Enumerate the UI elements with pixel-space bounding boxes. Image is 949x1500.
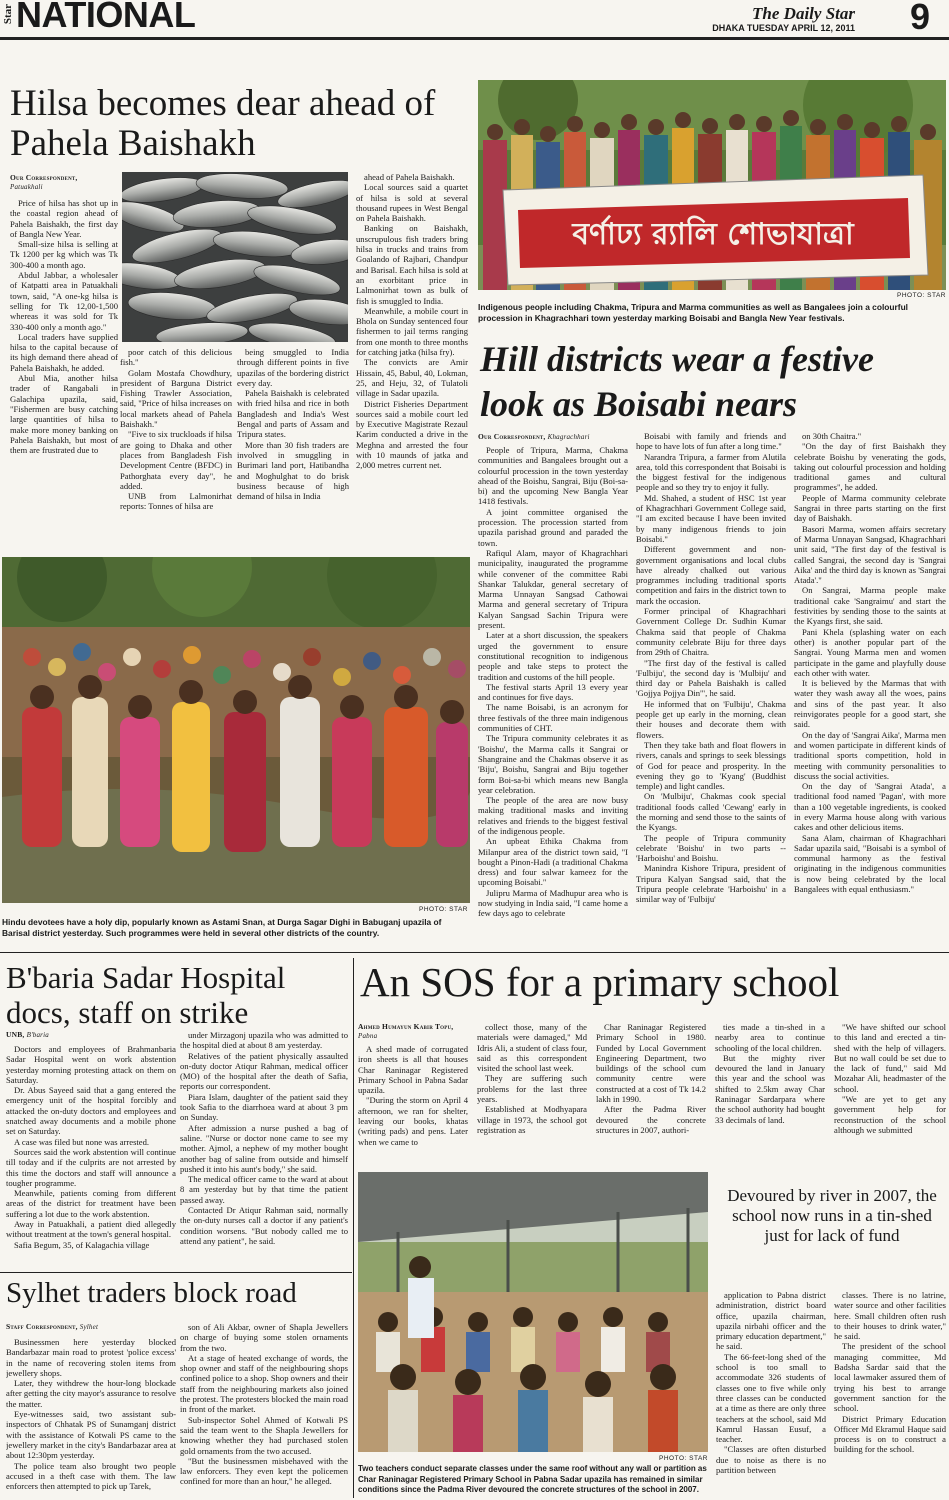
devotee-figures xyxy=(22,697,468,852)
paragraph: Banking on Baishakh, unscrupulous fish traders bring hilsa in trucks and trains from Goalando of Rajbari, Chandpur and Barisal. Each hilsa is sold at an exorbitant price in Lalmonirhat town as bulk of fish is smuggled to India. xyxy=(356,223,468,306)
paragraph: Julipru Marma of Madhupur area who is now studying in India said, "I came home a few days ago to celebrate xyxy=(478,887,628,919)
paragraph: On Sangrai, Marma people make traditional cake 'Sangraimu' and start the festivities by sending those to the saints at the Kyangs first, she said. xyxy=(794,585,946,627)
paragraph: The president of the school managing committee, Md Badsha Sardar said that the local lawmaker assured them of trying his best to arrange government sanction for the school. xyxy=(834,1341,946,1414)
teacher-figure xyxy=(408,1256,434,1338)
paragraph: Established at Modhyapara village in 1973, the school got registration as xyxy=(477,1104,587,1135)
rally-banner xyxy=(503,175,928,285)
hospital-column-2 xyxy=(180,1030,348,1264)
sylhet-byline-name: Staff Correspondent, xyxy=(6,1322,78,1331)
paragraph: Abdul Jabbar, a wholesaler of Katpatti area in Patuakhali town, said, "A one-kg hilsa is selling for Tk 12,00-1,500 whereas it was sold for Tk 330-400 only a month ago." xyxy=(10,270,118,332)
paragraph: UNB from Lalmonirhat reports: Tonnes of hilsa are xyxy=(120,491,232,512)
school-classroom-photo xyxy=(358,1172,708,1452)
paragraph: Meanwhile, patients coming from different areas of the district for treatment have been suffering a lot due to the work abstention. xyxy=(6,1188,176,1219)
hill-column-3 xyxy=(794,431,946,945)
school-photo-credit: PHOTO: STAR xyxy=(659,1455,708,1462)
paragraph: After the Padma River devoured the concrete structures in 2007, authori- xyxy=(596,1104,706,1135)
section-title: NATIONAL xyxy=(16,0,196,35)
paragraph: Sana Alam, chairman of Khagrachhari Sadar upazila said, "Boisabi is a symbol of communal harmony as the festival originating in the indigenous communities is now being celebrated by the local Bangalees with equal enthusiasm." xyxy=(794,832,946,895)
hill-byline-place: Khagrachhari xyxy=(547,433,590,441)
hospital-byline xyxy=(6,1030,176,1039)
paragraph: ahead of Pahela Baishakh. xyxy=(364,172,455,182)
sylhet-byline-place: Sylhet xyxy=(79,1323,99,1331)
rally-photo-credit: PHOTO: STAR xyxy=(897,292,946,299)
devotees-photo-credit: PHOTO: STAR xyxy=(419,906,468,913)
hilsa-column-1 xyxy=(10,198,118,543)
hilsa-byline-name: Our Correspondent, xyxy=(10,173,78,182)
rally-photo xyxy=(478,80,946,290)
paragraph: Manindra Kishore Tripura, president of Tripura Kalyan Sangsad said, that the Tripura people celebrate 'Harboishu' in a similar way of 'Fulbiju' xyxy=(636,863,786,905)
paragraph: The 66-feet-long shed of the school is too small to accommodate 326 students of classes one to five while only three classes can be conducted at a time as there are only three teachers at the school, said Md Kamrul Hassan Eusuf, a teacher. xyxy=(716,1351,826,1445)
paragraph: But the mighty river devoured the land in January this year and the school was shifted to 2.5km away Char Raninagar Sardarpara where the school authority had bought 33 decimals of land. xyxy=(715,1052,825,1125)
paragraph: People of Tripura, Marma, Chakma communities and Bangalees brought out a colourful procession in the town yesterday ahead of the Boishu, Sangrai, Biju (Boi-sa-bi) and the upcoming New Bangla Year 1418 festivals. xyxy=(478,445,628,507)
paragraph: Then they take bath and float flowers in rivers, canals and springs to seek blessings of God for peace and prosperity. In the evening they go to 'Kyang' (Buddhist temple) and light candles. xyxy=(636,739,786,792)
school-photo-caption: Two teachers conduct separate classes under the same roof without any wall or partition as Char Raninagar Registered Primary School in Pabna Sadar upazila has remained in similar conditions since the Padma River devoured the concrete structures of the school in 2007. xyxy=(358,1464,707,1494)
paragraph: Doctors and employees of Brahmanbaria Sadar Hospital went on work abstention yesterday morning protesting attack on them on Saturday. xyxy=(6,1044,176,1085)
hospital-byline-name: UNB, xyxy=(6,1030,25,1039)
paragraph: The medical officer came to the ward at about 8 am yesterday but by that time the patient passed away. xyxy=(180,1174,348,1205)
sylhet-byline xyxy=(6,1322,176,1331)
paragraph: "We are yet to get any government help for reconstruction of the school although we submitted xyxy=(834,1094,946,1135)
paragraph: Pahela Baishakh is celebrated with fried hilsa and rice in both Bangladesh and India's West Bengal and parts of Assam and Tripura states. xyxy=(237,388,349,440)
masthead-rule xyxy=(0,37,949,40)
hilsa-column-4 xyxy=(356,172,468,543)
paragraph: At a stage of heated exchange of words, the shop owner and staff of the neighbouring shops confined police to a shop. Shop owners and their staff from the neighbouring markets also joined the protest. The protesters blocked the main road in front of the market. xyxy=(180,1352,348,1415)
school-byline xyxy=(358,1022,468,1040)
rally-banner-text: বর্ণাঢ্য র‍্যালি শোভাযাত্রা xyxy=(572,217,854,252)
paragraph: poor catch of this delicious fish." xyxy=(120,347,232,368)
paragraph: Sub-inspector Sohel Ahmed of Kotwali PS said the team went to the Shapla Jewellers for knowing whether they had purchased stolen gold ornaments from the two accused. xyxy=(180,1414,348,1456)
paragraph: Rafiqul Alam, mayor of Khagrachhari municipality, inaugurated the programme while convener of the committee Rabi Shankar Talukdar, general secretary of Marma Unnayan Sangsad Cathowai Marma and general secretary of Tripura Kalyan Sangsad Sachin Tripura were present. xyxy=(478,547,628,631)
paragraph: Relatives of the patient physically assaulted on-duty doctor Atiqur Rahman, medical officer (MO) of the hospital after the death of Safia, reports our correspondent. xyxy=(180,1050,348,1092)
paragraph: collect those, many of the materials were damaged," Md Idris Ali, a student of class four, said as this correspondent visited the school last week. xyxy=(477,1022,587,1074)
paragraph: Basori Marma, women affairs secretary of Marma Unnayan Sangsad, Khagrachhari unit said, "The first day of the festival is called Sangrai, the second day is 'Sangrai Aika' and the third day is known as 'Sangrai Atada'." xyxy=(794,523,946,586)
hilsa-byline-place: Patuakhali xyxy=(10,183,43,191)
section-divider xyxy=(0,952,949,953)
paragraph: Safia Begum, 35, of Kalagachia village xyxy=(14,1239,150,1250)
school-column-2 xyxy=(477,1022,587,1166)
paragraph: People of Marma community celebrate Sangrai in three parts starting on the first day of Baishakh. xyxy=(794,492,946,524)
paragraph: Char Raninagar Registered Primary School in 1980. Funded by Local Government Engineering Department, two buildings of the school cum community centre were constructed at a cost of Tk 14.2 lakh in 1990. xyxy=(596,1022,706,1105)
issue-date: DHAKA TUESDAY APRIL 12, 2011 xyxy=(712,23,855,33)
paragraph: The Tripura community celebrates it as 'Boishu', the Marma calls it Sangrai or Shangraine and the Chakmas observe it as 'Biju', Boishu, Sangrai and Biju together form Boi-sa-bi which means new Bangla year celebration. xyxy=(478,733,628,795)
paragraph: On the day of 'Sangrai Aika', Marma men and women participate in different kinds of traditional sports competition, hold in meeting with community personalities to discuss the social activities. xyxy=(794,729,946,781)
holy-dip-crowd-image xyxy=(2,557,470,903)
hill-headline: Hill districts wear a festive look as Boisabi nears xyxy=(480,339,874,424)
paragraph: It is believed by the Marmas that with water they wash away all the woes, pains and sins of the past year. It also reinvigorates people for a good start, she said. xyxy=(794,678,946,730)
paragraph: Abul Mia, another hilsa trader of Rangabali in Galachipa upazila, said, "Fishermen are busy catching large quantities of hilsa to make more money banking on Pahela Baishakh, but most of them are frustrated due to xyxy=(10,373,118,456)
school-column-6 xyxy=(716,1290,826,1498)
paragraph: Local sources said a quartet of hilsa is sold at several thousand rupees in West Bengal on Pahela Baishakh. xyxy=(356,182,468,224)
paragraph: Local traders have supplied hilsa to the capital because of its high demand there ahead of Pahela Baishakh, he added. xyxy=(10,331,118,373)
hilsa-fish-photo xyxy=(122,172,348,342)
paragraph: The police team also brought two people accused in a theft case with them. The law enforcers then attempted to pick up Tarek, xyxy=(6,1460,176,1492)
school-pull-quote: Devoured by river in 2007, the school now runs in a tin-shed just for lack of fund xyxy=(727,1186,937,1245)
paragraph: On the day of 'Sangrai Atada', a traditional food named 'Pagan', with more than a 100 vegetable ingredients, is cooked in every Marma house along with various cakes and other delicious items. xyxy=(794,781,946,833)
sylhet-headline: Sylhet traders block road xyxy=(6,1277,297,1309)
paragraph: Pani Khela (splashing water on each other) is another popular part of the Sangrai. Young Marma men and women participate in the game and playfully douse each other with water. xyxy=(794,626,946,678)
paragraph: District Fisheries Department sources said a mobile court led by Executive Magistrate Rezaul Karim conducted a drive in the Meghna and arrested the four with 10 maunds of jatka and 2,000 metres current net. xyxy=(356,398,468,471)
devotees-photo xyxy=(2,557,470,903)
school-column-1 xyxy=(358,1044,468,1166)
hill-column-1 xyxy=(478,445,628,945)
hospital-headline: B'baria Sadar Hospital docs, staff on strike xyxy=(6,960,286,1030)
paragraph: On 'Mulbiju', Chakmas cook special traditional foods called 'Cewang' early in the morning and send those to the saints of the Kyangs. xyxy=(636,791,786,833)
paragraph: application to Pabna district administration, district board office, upazila chairman, upazila nirbahi officer and the primary education department," he said. xyxy=(716,1290,826,1352)
paragraph: A joint committee organised the procession. The procession started from upazila parishad ground and paraded the town. xyxy=(478,506,628,548)
paragraph: Dr. Abus Sayeed said that a gang entered the emergency unit of the hospital forcibly and attacked the on-duty doctors and employees and snatched away documents and a mobile phone set on Saturday. xyxy=(6,1085,176,1137)
paragraph: Piara Islam, daughter of the patient said they took Safia to the diarrhoea ward at about 3 pm on Sunday. xyxy=(180,1091,348,1123)
tin-shed-classroom-image xyxy=(358,1172,708,1452)
paragraph: District Primary Education Officer Md Ekramul Haque said process is on to construct a building for the school. xyxy=(834,1413,946,1455)
school-byline-name: Ahmed Humayun Kabir Topu, xyxy=(358,1022,454,1031)
school-byline-place: Pabna xyxy=(358,1032,378,1040)
paragraph: Away in Patuakhali, a patient died allegedly without treatment at the town's general hospital. xyxy=(6,1219,176,1240)
paragraph: "But the businessmen misbehaved with the law enforcers. They even kept the policemen confined for more than an hour," he alleged. xyxy=(180,1455,348,1487)
paragraph: He informed that on 'Fulbiju', Chakma people get up early in the morning, clean their houses and decorate them with flowers. xyxy=(636,698,786,740)
sylhet-column-1 xyxy=(6,1337,176,1497)
paragraph: Sources said the work abstention will continue till today and if the culprits are not arrested by this time the doctors and staff will announce a tougher programme. xyxy=(6,1146,176,1188)
paragraph: Meanwhile, a mobile court in Bhola on Sunday sentenced four fishermen to jail terms ranging from one month to three months for catching jatka (hilsa fry). xyxy=(356,305,468,358)
paragraph: Boisabi with family and friends and hope to have lots of fun after a long time." xyxy=(636,431,786,452)
paragraph: The people of the area are now busy making traditional masks and inviting relatives and friends to the biggest festival of the indigenous people. xyxy=(478,795,628,836)
paragraph: After admission a nurse pushed a bag of saline. "Nurse or doctor none came to see my mother. Ajmol, a nephew of my mother bought another bag of saline from outside and himself pushed it into his aunt's body," she said. xyxy=(180,1122,348,1174)
paragraph: More than 30 fish traders are involved in smuggling in Burimari land port, Hatibandha and Moghulghat to do brisk business because of high demand of hilsa in India xyxy=(237,439,349,502)
paragraph: on 30th Chaitra." xyxy=(802,431,862,441)
hill-column-2 xyxy=(636,431,786,945)
paragraph: The festival starts April 13 every year and continues for five days. xyxy=(478,681,628,703)
paragraph: under Mirzagonj upazila who was admitted to the hospital died at about 8 am yesterday. xyxy=(180,1030,348,1051)
paragraph: "Classes are often disturbed due to noise as there is no partition between xyxy=(716,1444,826,1476)
hospital-column-1 xyxy=(6,1044,176,1264)
paragraph: The people of Tripura community celebrate 'Boishu' in two parts -- 'Harboishu' and Boishu. xyxy=(636,832,786,864)
page-number: 9 xyxy=(910,0,931,37)
paper-name: The Daily Star xyxy=(752,4,855,23)
school-column-5 xyxy=(834,1022,946,1166)
rally-procession-image xyxy=(478,80,946,290)
paragraph: Golam Mostafa Chowdhury, president of Barguna District Fishing Trawler Association, said, "Price of hilsa increases on local markets ahead of Pahela Baishakh." xyxy=(120,367,232,430)
paragraph: son of Ali Akbar, owner of Shapla Jewellers on charge of buying some stolen ornaments from the two. xyxy=(180,1322,348,1353)
paragraph: Small-size hilsa is selling at Tk 1200 per kg which was Tk 300-400 a month ago. xyxy=(10,239,118,270)
fish-pile-image xyxy=(122,172,348,342)
school-headline: An SOS for a primary school xyxy=(360,959,840,1005)
paragraph: Md. Shahed, a student of HSC 1st year of Khagrachhari Government College said, "I am excited because I have been invited by many indigenous friends to join Boisabi." xyxy=(636,492,786,544)
paragraph: The name Boisabi, is an acronym for three festivals of the three main indigenous communities of CHT. xyxy=(478,702,628,734)
paragraph: They are suffering such problems for the last three years. xyxy=(477,1073,587,1105)
paragraph: Different government and non-government organisations and local clubs have already chalked out various programmes including traditional sports competition and fairs in the district town to mark the occasion. xyxy=(636,544,786,606)
hill-byline-name: Our Correspondent, xyxy=(478,432,546,441)
column-divider xyxy=(353,958,354,1498)
paragraph: Former principal of Khagrachhari Government College Dr. Sudhin Kumar Chakma said that people of Chakma community celebrate Biju for three days from 29th of Chaitra. xyxy=(636,606,786,658)
paragraph: Price of hilsa has shot up in the coastal region ahead of Pahela Baishakh, the first day of Bangla New Year. xyxy=(10,198,118,239)
paragraph: A shed made of corrugated iron sheets is all that houses Char Raninagar Registered Primary School in Pabna Sadar upazila. xyxy=(358,1044,468,1096)
hilsa-column-2 xyxy=(120,347,232,543)
paragraph: classes. There is no latrine, water source and other facilities here. Small children often rush to their houses to drink water," he said. xyxy=(834,1290,946,1342)
hilsa-headline: Hilsa becomes dear ahead of Pahela Baishakh xyxy=(10,83,436,164)
rally-photo-caption: Indigenous people including Chakma, Tripura and Marma communities as well as Bangalees join a colourful procession in Khagrachhari town yesterday marking Boisabi and Bangla New Year festivals. xyxy=(478,302,909,323)
section-logo-star: Star xyxy=(2,4,14,25)
paragraph: Later at a short discussion, the speakers urged the government to ensure constitutional recognition to indigenous people and take steps to protect the tradition and customs of the hill people. xyxy=(478,630,628,682)
paragraph: "We have shifted our school to this land and erected a tin-shed with the help of villagers. But no wall could be set due to the lack of fund," said Md Mozahar Ali, headmaster of the school. xyxy=(834,1022,946,1094)
paragraph: "Five to six truckloads if hilsa are going to Dhaka and other places from Bangladesh Fish Development Centre (BFDC) in Pathorghata every day", he added. xyxy=(120,429,232,491)
paragraph: "The first day of the festival is called 'Fulbiju', the second day is 'Mulbiju' and third day or Pahela Baishakh is called 'Gojjya Pojjya Din'", he said. xyxy=(636,657,786,699)
school-column-3 xyxy=(596,1022,706,1166)
devotees-photo-caption: Hindu devotees have a holy dip, popularly known as Astami Snan, at Durga Sagar Dighi in Babuganj upazila of Barisal district yesterday. Such programmes were held in several other districts of the country. xyxy=(2,917,442,938)
school-column-7 xyxy=(834,1290,946,1498)
paragraph: Later, they withdrew the hour-long blockade after getting the city mayor's assurance to resolve the matter. xyxy=(6,1378,176,1409)
school-column-4 xyxy=(715,1022,825,1166)
paragraph: ties made a tin-shed in a nearby area to continue schooling of the local children. xyxy=(715,1022,825,1053)
hill-byline xyxy=(478,432,628,441)
paragraph: An upbeat Ethika Chakma from Milanpur area of the district town said, "I bought a Pinon-Hadi (a traditional Chakma dress) and four salwar kameez for the upcoming Boisabi." xyxy=(478,836,628,888)
paragraph: "During the storm on April 4 afternoon, we ran for shelter, leaving our books, khatas (writing pads) and pens. Later when we came to xyxy=(358,1095,468,1147)
paragraph: "On the day of first Baishakh they celebrate Boishu by venerating the gods, taking out colourful procession and holding traditional games and cultural programmes", he added. xyxy=(794,441,946,493)
hilsa-byline xyxy=(10,173,118,191)
paragraph: A case was filed but none was arrested. xyxy=(14,1136,150,1147)
paragraph: Contacted Dr Atiqur Rahman said, normally the on-duty nurses call a doctor if any patient's condition worsens. "But nobody called me to attend any patient", he said. xyxy=(180,1205,348,1246)
sylhet-column-2 xyxy=(180,1322,348,1497)
paragraph: Businessmen here yesterday blocked Bandarbazar main road to protest 'police excess' in the name of recovering stolen items from jewellery shops. xyxy=(6,1337,176,1378)
hilsa-column-3 xyxy=(237,347,349,543)
paragraph: being smuggled to India through different points in five upazilas of the bordering district every day. xyxy=(237,347,349,388)
hospital-byline-place: B'baria xyxy=(26,1031,49,1039)
sylhet-divider xyxy=(0,1272,352,1273)
paragraph: The convicts are Amir Hissain, 45, Babul, 40, Lokman, 25, and Heju, 32, of Tulatoli village in Sadar upazila. xyxy=(356,357,468,399)
paragraph: Narandra Tripura, a farmer from Alutila area, told this correspondent that Boisabi is the biggest festival for the indigenous people and so they try to enjoy it fully. xyxy=(636,451,786,493)
paragraph: Eye-witnesses said, two assistant sub-inspectors of Chhatak PS of Sunamganj district with the assistance of Kotwali PS came to the jewellery market in the city's Bandarbazar area at about 12:30pm yesterday. xyxy=(6,1409,176,1461)
